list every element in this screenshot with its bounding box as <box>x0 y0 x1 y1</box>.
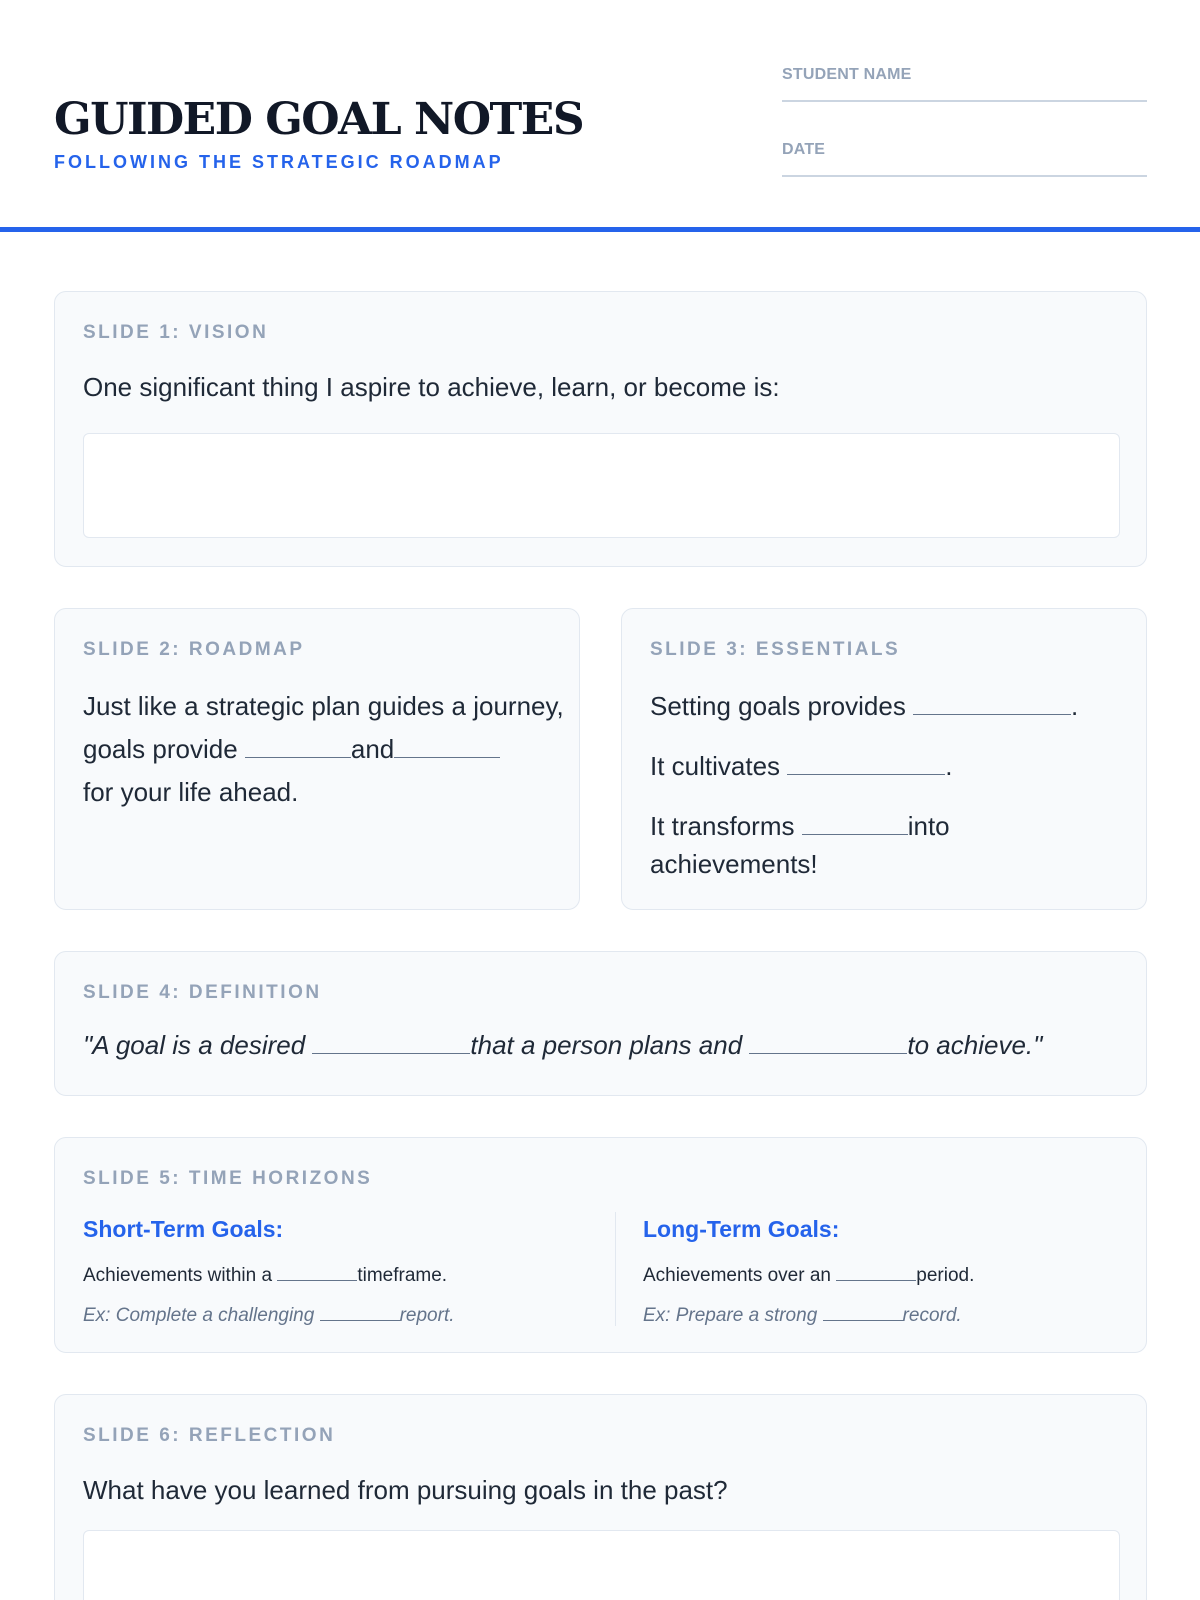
slide-4-label: SLIDE 4: DEFINITION <box>83 982 322 1003</box>
date-label: DATE <box>782 141 826 158</box>
slide-1-label: SLIDE 1: VISION <box>83 322 269 343</box>
slide-4-card <box>54 951 1147 1096</box>
short-term-example <box>83 1302 455 1327</box>
slide-3-blank-2[interactable] <box>787 749 945 775</box>
slide-2-label: SLIDE 2: ROADMAP <box>83 639 305 660</box>
short-term-ex-b: report. <box>399 1305 455 1326</box>
slide-3-blank-3[interactable] <box>802 809 908 835</box>
long-term-example <box>643 1302 962 1327</box>
slide-3-line-1 <box>650 689 1078 722</box>
short-term-heading: Short-Term Goals: <box>83 1216 284 1242</box>
slide-2-blank-1[interactable] <box>245 732 351 758</box>
long-term-blank-1[interactable] <box>836 1262 916 1281</box>
slide-5-label: SLIDE 5: TIME HORIZONS <box>83 1168 373 1189</box>
student-name-field[interactable] <box>782 66 1147 102</box>
slide-6-card <box>54 1394 1147 1600</box>
slide-4-text-c: to achieve." <box>907 1030 1043 1060</box>
long-term-definition <box>643 1262 974 1287</box>
slide-4-blank-2[interactable] <box>749 1028 907 1054</box>
short-term-definition <box>83 1262 447 1287</box>
slide-2-blank-2[interactable] <box>394 732 500 758</box>
worksheet-header <box>0 0 1200 232</box>
slide-3-line-3 <box>650 809 950 842</box>
slide-2-text-c: for your life ahead. <box>83 777 299 807</box>
slide-4-blank-1[interactable] <box>312 1028 470 1054</box>
slide-6-answer-box[interactable] <box>83 1530 1120 1600</box>
long-term-def-b: period. <box>916 1265 975 1286</box>
slide-6-label: SLIDE 6: REFLECTION <box>83 1425 336 1446</box>
slide-4-definition <box>83 1028 1042 1061</box>
slide-3-card <box>621 608 1147 910</box>
short-term-def-b: timeframe. <box>357 1265 448 1286</box>
slide-1-card <box>54 291 1147 567</box>
slide-1-prompt: One significant thing I aspire to achieve, learn, or become is: <box>83 372 780 402</box>
slide-4-text-b: that a person plans and <box>470 1030 750 1060</box>
date-field[interactable] <box>782 141 1147 177</box>
column-divider <box>615 1212 616 1326</box>
short-term-blank-1[interactable] <box>277 1262 357 1281</box>
slide-3-line-2 <box>650 749 953 782</box>
slide-3-line-1-b: . <box>1071 691 1079 721</box>
page-subtitle: FOLLOWING THE STRATEGIC ROADMAP <box>54 152 504 172</box>
slide-5-card <box>54 1137 1147 1353</box>
student-name-label: STUDENT NAME <box>782 66 912 83</box>
slide-2-text-a: Just like a strategic plan guides a journey, goals provide <box>83 691 564 764</box>
short-term-ex-a: Ex: Complete a challenging <box>83 1305 320 1326</box>
slide-2-card <box>54 608 580 910</box>
slide-3-line-4: achievements! <box>650 849 818 879</box>
long-term-def-a: Achievements over an <box>643 1265 837 1286</box>
slide-3-line-2-b: . <box>945 751 953 781</box>
slide-3-line-3-a: It transforms <box>650 811 802 841</box>
long-term-heading: Long-Term Goals: <box>643 1216 840 1242</box>
long-term-ex-a: Ex: Prepare a strong <box>643 1305 823 1326</box>
slide-3-blank-1[interactable] <box>913 689 1071 715</box>
long-term-ex-b: record. <box>902 1305 962 1326</box>
slide-3-label: SLIDE 3: ESSENTIALS <box>650 639 901 660</box>
slide-6-prompt: What have you learned from pursuing goals in the past? <box>83 1475 728 1505</box>
slide-1-answer-box[interactable] <box>83 433 1120 538</box>
slide-3-line-1-a: Setting goals provides <box>650 691 914 721</box>
page-title: GUIDED GOAL NOTES <box>54 94 584 145</box>
slide-2-text <box>83 685 623 814</box>
long-term-blank-2[interactable] <box>823 1302 903 1321</box>
slide-2-text-b: and <box>350 734 395 764</box>
short-term-def-a: Achievements within a <box>83 1265 278 1286</box>
slide-4-text-a: "A goal is a desired <box>83 1030 313 1060</box>
short-term-blank-2[interactable] <box>320 1302 400 1321</box>
slide-3-line-2-a: It cultivates <box>650 751 788 781</box>
slide-3-line-3-b: into <box>907 811 950 841</box>
